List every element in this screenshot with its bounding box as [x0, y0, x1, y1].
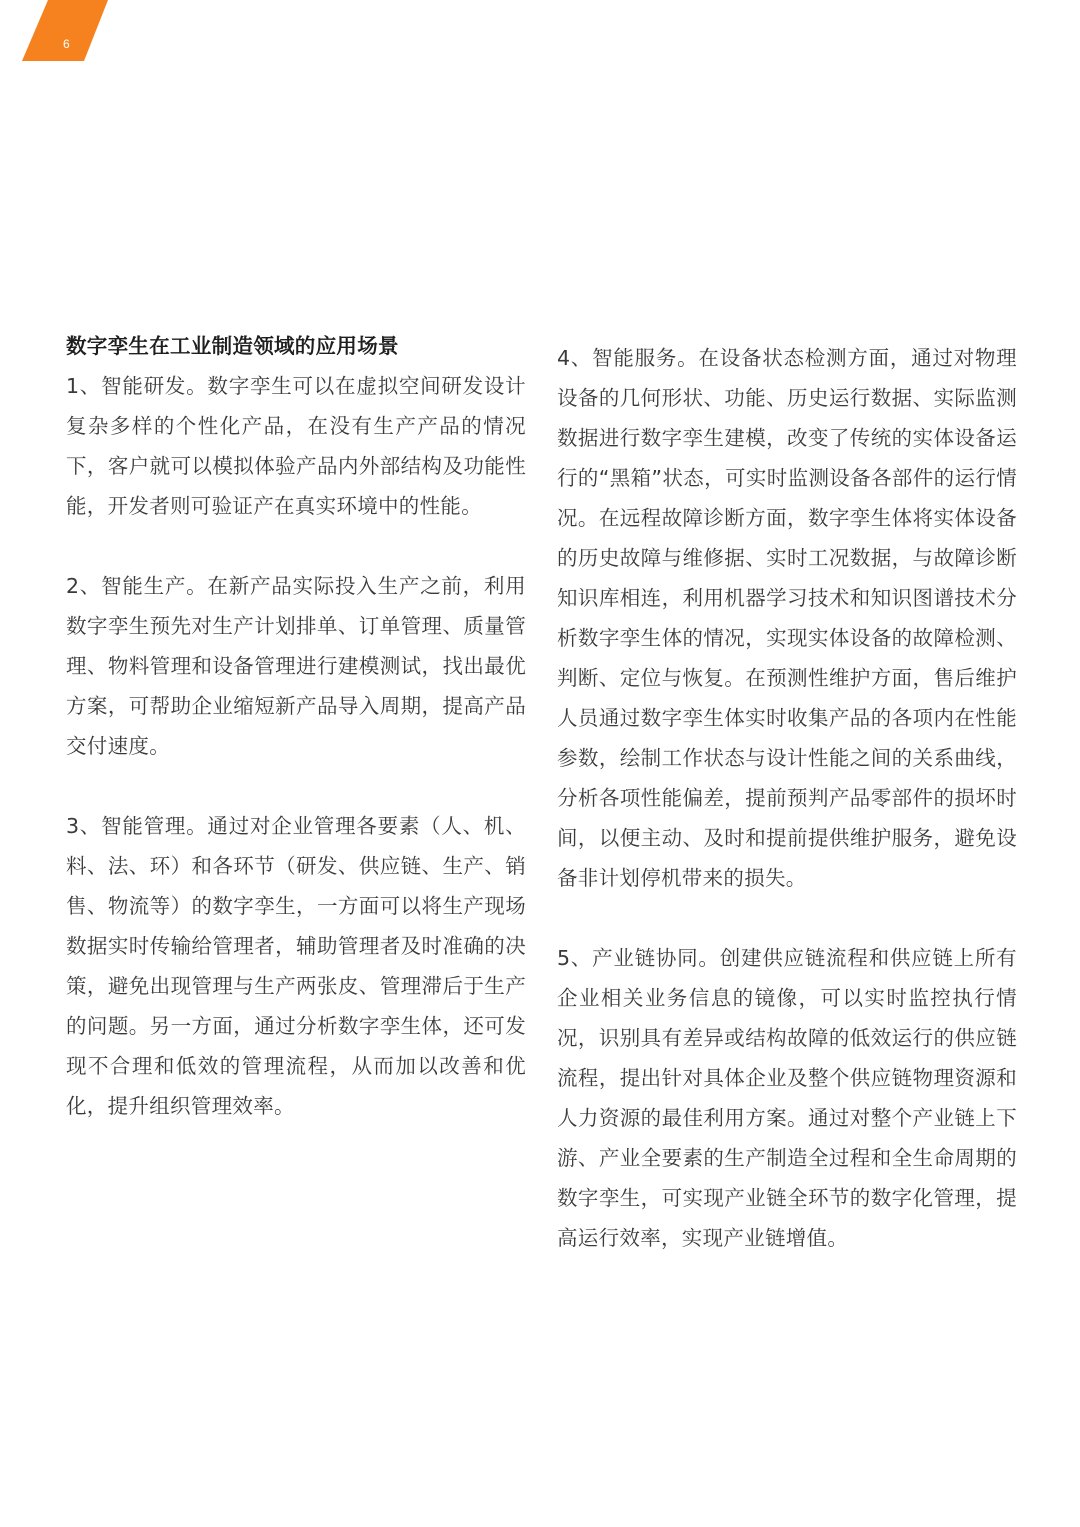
page-number-tab	[0, 0, 110, 62]
paragraph-smart-service: 4、智能服务。在设备状态检测方面，通过对物理设备的几何形状、功能、历史运行数据、实际监测数据进行数字孪生建模，改变了传统的实体设备运行的“黑箱”状态，可实时监测设备各部件的运行情况。在远程故障诊断方面，数字孪生体将实体设备的历史故障与维修据、实时工况数据，与故障诊断知识库相连，利用机器学习技术和知识图谱技术分析数字孪生体的情况，实现实体设备的故障检测、判断、定位与恢复。在预测性维护方面，售后维护人员通过数字孪生体实时收集产品的各项内在性能参数，绘制工作状态与设计性能之间的关系曲线，分析各项性能偏差，提前预判产品零部件的损坏时间，以便主动、及时和提前提供维护服务，避免设备非计划停机带来的损失。	[557, 346, 1017, 890]
page-number: 6	[63, 37, 70, 51]
right-column	[557, 338, 1017, 1258]
paragraph-smart-rd: 1、智能研发。数字孪生可以在虚拟空间研发设计复杂多样的个性化产品，在没有生产产品的情况下，客户就可以模拟体验产品内外部结构及功能性能，开发者则可验证产在真实环境中的性能。	[66, 374, 526, 518]
left-column	[66, 326, 526, 1126]
paragraph-smart-production: 2、智能生产。在新产品实际投入生产之前，利用数字孪生预先对生产计划排单、订单管理、质量管理、物料管理和设备管理进行建模测试，找出最优方案，可帮助企业缩短新产品导入周期，提高产品交付速度。	[66, 574, 526, 758]
orange-tab-shape	[0, 0, 110, 62]
paragraph-smart-management: 3、智能管理。通过对企业管理各要素（人、机、料、法、环）和各环节（研发、供应链、生产、销售、物流等）的数字孪生，一方面可以将生产现场数据实时传输给管理者，辅助管理者及时准确的决策，避免出现管理与生产两张皮、管理滞后于生产的问题。另一方面，通过分析数字孪生体，还可发现不合理和低效的管理流程，从而加以改善和优化，提升组织管理效率。	[66, 814, 526, 1118]
section-title: 数字孪生在工业制造领域的应用场景	[66, 334, 399, 358]
paragraph-industry-chain-collaboration: 5、产业链协同。创建供应链流程和供应链上所有企业相关业务信息的镜像，可以实时监控执行情况，识别具有差异或结构故障的低效运行的供应链流程，提出针对具体企业及整个供应链物理资源和人力资源的最佳利用方案。通过对整个产业链上下游、产业全要素的生产制造全过程和全生命周期的数字孪生，可实现产业链全环节的数字化管理，提高运行效率，实现产业链增值。	[557, 946, 1017, 1250]
